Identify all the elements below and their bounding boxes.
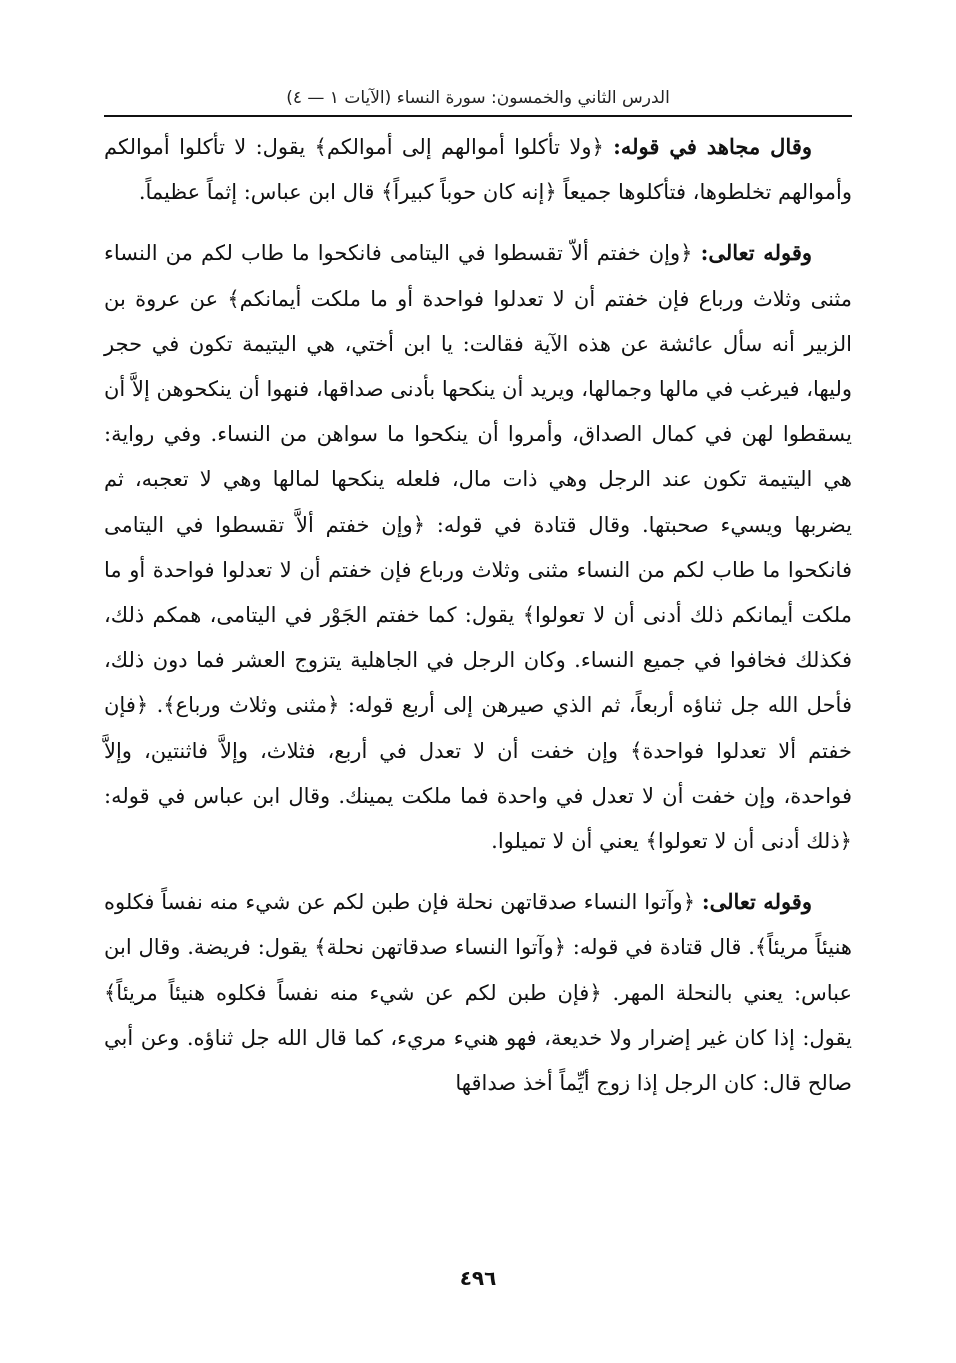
paragraph-text: ﴿ولا تأكلوا أموالهم إلى أموالكم﴾ يقول: لا تأكلوا أموالكم وأموالهم تخلطوها، فتأكلوها جميعاً ﴿إنه كان حوباً كبيراً﴾ قال ابن عباس: إثماً عظيماً.: [104, 135, 852, 205]
running-header: الدرس الثاني والخمسون: سورة النساء (الآيات ١ — ٤): [286, 88, 670, 108]
body-text: [104, 124, 852, 1106]
paragraph-lead: وقال مجاهد في قوله:: [613, 134, 812, 159]
paragraph-verse-4: [104, 879, 852, 1106]
paragraph-mujahid: [104, 124, 852, 215]
page-number: ٤٩٦: [459, 1266, 497, 1290]
paragraph-lead: وقوله تعالى:: [700, 240, 812, 266]
paragraph-text: ﴿وآتوا النساء صدقاتهن نحلة فإن طبن لكم عن شيء منه نفساً فكلوه هنيئاً مريئاً﴾. قال قتادة في قوله: ﴿وآتوا النساء صدقاتهن نحلة﴾ يقول: فريضة. وقال ابن عباس: يعني بالنحلة المهر. ﴿فإن طبن لكم عن شيء منه نفساً فكلوه هنيئاً مريئاً﴾ يقول: إذا كان غير إضرار ولا خديعة، فهو هنيء مريء، كما قال الله جل ثناؤه. وعن أبي صالح قال: كان الرجل إذا زوج أيِّماً أخذ صداقها: [104, 890, 852, 1096]
paragraph-lead: وقوله تعالى:: [701, 889, 812, 915]
paragraph-text: ﴿وإن خفتم ألاّ تقسطوا في اليتامى فانكحوا ما طاب لكم من النساء مثنى وثلاث ورباع فإن خفتم أن لا تعدلوا فواحدة أو ما ملكت أيمانكم﴾ عن عروة بن الزبير أنه سأل عائشة عن هذه الآية فقالت: يا ابن أختي، هي اليتيمة تكون في حجر وليها، فيرغب في مالها وجمالها، ويريد أن ينكحها بأدنى صداقها، فنهوا أن ينكحوهن إلاَّ أن يسقطوا لهن في كمال الصداق، وأمروا أن ينكحوا ما سواهن من النساء. وفي رواية: هي اليتيمة تكون عند الرجل وهي ذات مال، فلعله ينكحها لمالها وهي لا تعجبه، ثم يضربها ويسيء صحبتها. وقال قتادة في قوله: ﴿وإن خفتم ألاَّ تقسطوا في اليتامى فانكحوا ما طاب لكم من النساء مثنى وثلاث ورباع فإن خفتم أن لا تعدلوا فواحدة أو ما ملكت أيمانكم ذلك أدنى أن لا تعولوا﴾ يقول: كما خفتم الجَوْر في اليتامى، همكم ذلك، فكذلك فخافوا في جميع النساء. وكان الرجل في الجاهلية يتزوج العشر فما دون ذلك، فأحل الله جل ثناؤه أربعاً، ثم الذي صيرهن إلى أربع قوله: ﴿مثنى وثلاث ورباع﴾. ﴿فإن خفتم ألا تعدلوا فواحدة﴾ وإن خفت أن لا تعدل في أربع، فثلاث، وإلاَّ فاثنتين، وإلاَّ فواحدة، وإن خفت أن لا تعدل في واحدة فما ملكت يمينك. وقال ابن عباس في قوله: ﴿ذلك أدنى أن لا تعولوا﴾ يعني أن لا تميلوا.: [104, 241, 852, 854]
header-rule: [104, 115, 852, 117]
paragraph-verse-3: [104, 230, 852, 864]
